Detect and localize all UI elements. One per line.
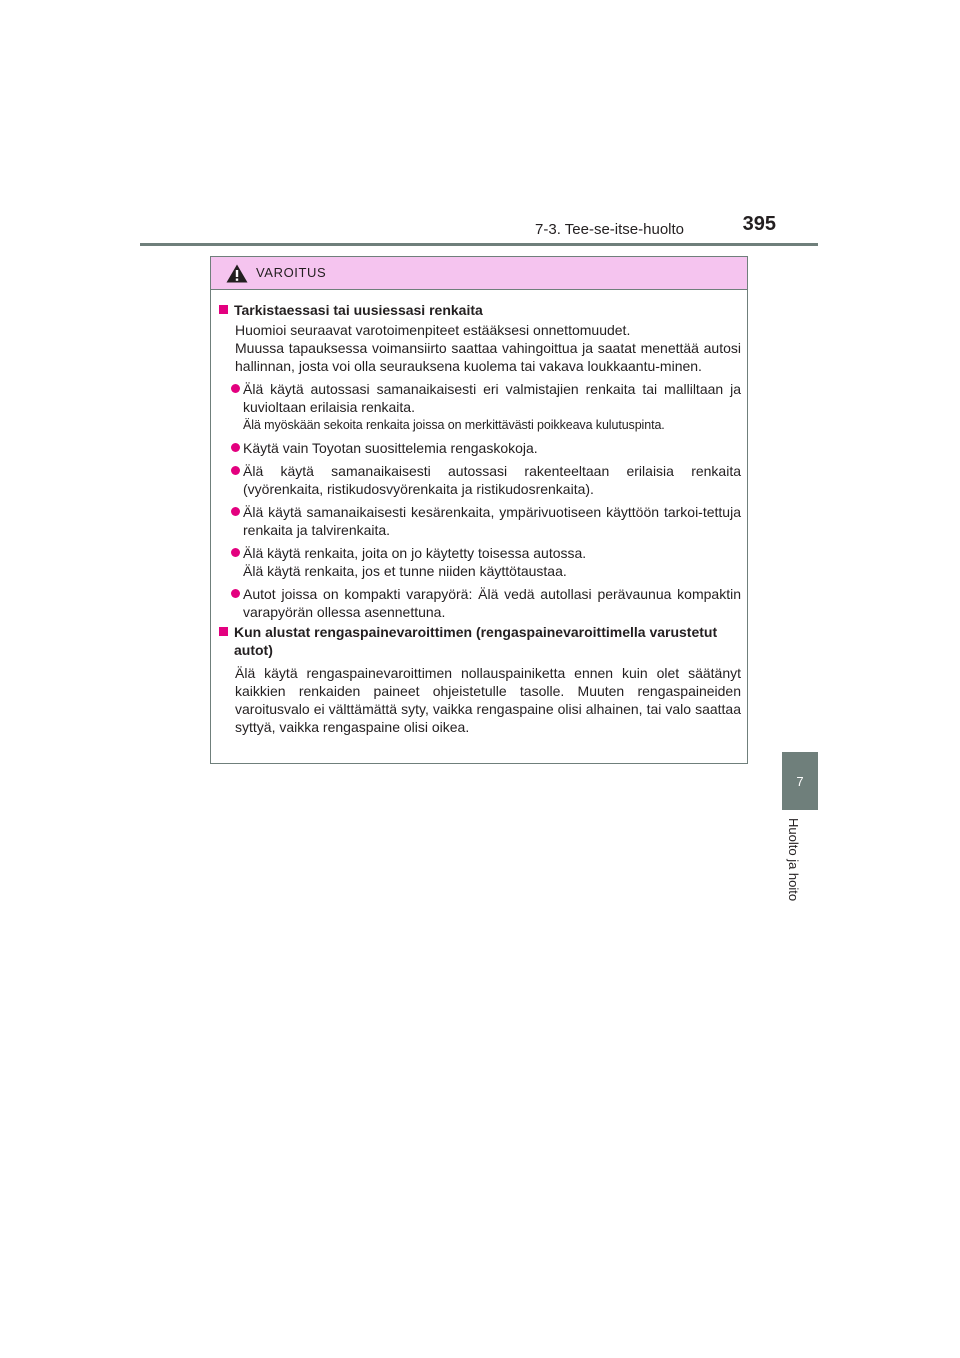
section-heading-text: Kun alustat rengaspainevaroittimen (rengaspainevaroittimella varustetut autot)	[234, 624, 718, 658]
chapter-title: Huolto ja hoito	[786, 818, 801, 902]
round-bullet-icon	[231, 548, 240, 557]
paragraph: Huomioi seuraavat varotoimenpiteet estääksesi onnettomuudet.	[235, 322, 631, 338]
warning-body	[211, 290, 747, 736]
paragraph: Älä käytä rengaspainevaroittimen nollauspainiketta ennen kuin olet säätänyt kaikkien renkaiden paineet ohjeistetulle tasolle. Muuten rengaspaineiden varoitusvalo ei välttämättä syty, vaikka rengaspaine olisi alhainen, tai valo saattaa syttyä, vaikka rengaspaine olisi oikea.	[235, 665, 741, 735]
round-bullet-icon	[231, 507, 240, 516]
round-bullet-icon	[231, 443, 240, 452]
section-title: 7-3. Tee-se-itse-huolto	[535, 221, 684, 238]
list-item-text: Älä käytä samanaikaisesti kesärenkaita, ympärivuotiseen käyttöön tarkoi-tettuja renkaita ja talvirenkaita.	[243, 504, 741, 538]
round-bullet-icon	[231, 589, 240, 598]
round-bullet-icon	[231, 384, 240, 393]
list-item	[217, 503, 741, 539]
list-item-text: Älä käytä samanaikaisesti autossasi rakenteeltaan erilaisia renkaita (vyörenkaita, ristikudosvyörenkaita ja ristikudosrenkaita).	[243, 463, 741, 497]
list-item	[217, 544, 741, 580]
warning-title: VAROITUS	[256, 265, 327, 280]
list-item-text: Käytä vain Toyotan suosittelemia rengaskokoja.	[243, 440, 538, 456]
list-item-text: Älä käytä renkaita, joita on jo käytetty toisessa autossa.	[243, 545, 587, 561]
warning-box	[210, 256, 748, 764]
square-bullet-icon	[219, 627, 228, 636]
chapter-number: 7	[796, 773, 804, 789]
chapter-tab	[782, 752, 818, 810]
list-item-subtext: Älä myöskään sekoita renkaita joissa on merkittävästi poikkeava kulutuspinta.	[243, 418, 665, 432]
section-heading	[217, 623, 741, 659]
section-heading	[217, 301, 741, 319]
list-item-subtext: Älä käytä renkaita, jos et tunne niiden käyttötaustaa.	[243, 563, 567, 579]
list-item	[217, 380, 741, 434]
warning-header	[211, 257, 747, 290]
round-bullet-icon	[231, 466, 240, 475]
warning-triangle-icon	[226, 264, 248, 283]
square-bullet-icon	[219, 305, 228, 314]
header-rule	[140, 243, 818, 246]
section-heading-text: Tarkistaessasi tai uusiessasi renkaita	[234, 302, 483, 318]
list-item-text: Autot joissa on kompakti varapyörä: Älä vedä autollasi perävaunua kompaktin varapyörän ollessa asennettuna.	[243, 586, 741, 620]
list-item	[217, 462, 741, 498]
list-item-text: Älä käytä autossasi samanaikaisesti eri valmistajien renkaita tai malliltaan ja kuvioltaan erilaisia renkaita.	[243, 381, 741, 415]
page-number: 395	[742, 213, 776, 235]
paragraph: Muussa tapauksessa voimansiirto saattaa vahingoittua ja saatat menettää autosi hallinnan, josta voi olla seurauksena kuolema tai vakava loukkaantu-minen.	[235, 340, 741, 374]
list-item	[217, 439, 741, 457]
list-item	[217, 585, 741, 621]
